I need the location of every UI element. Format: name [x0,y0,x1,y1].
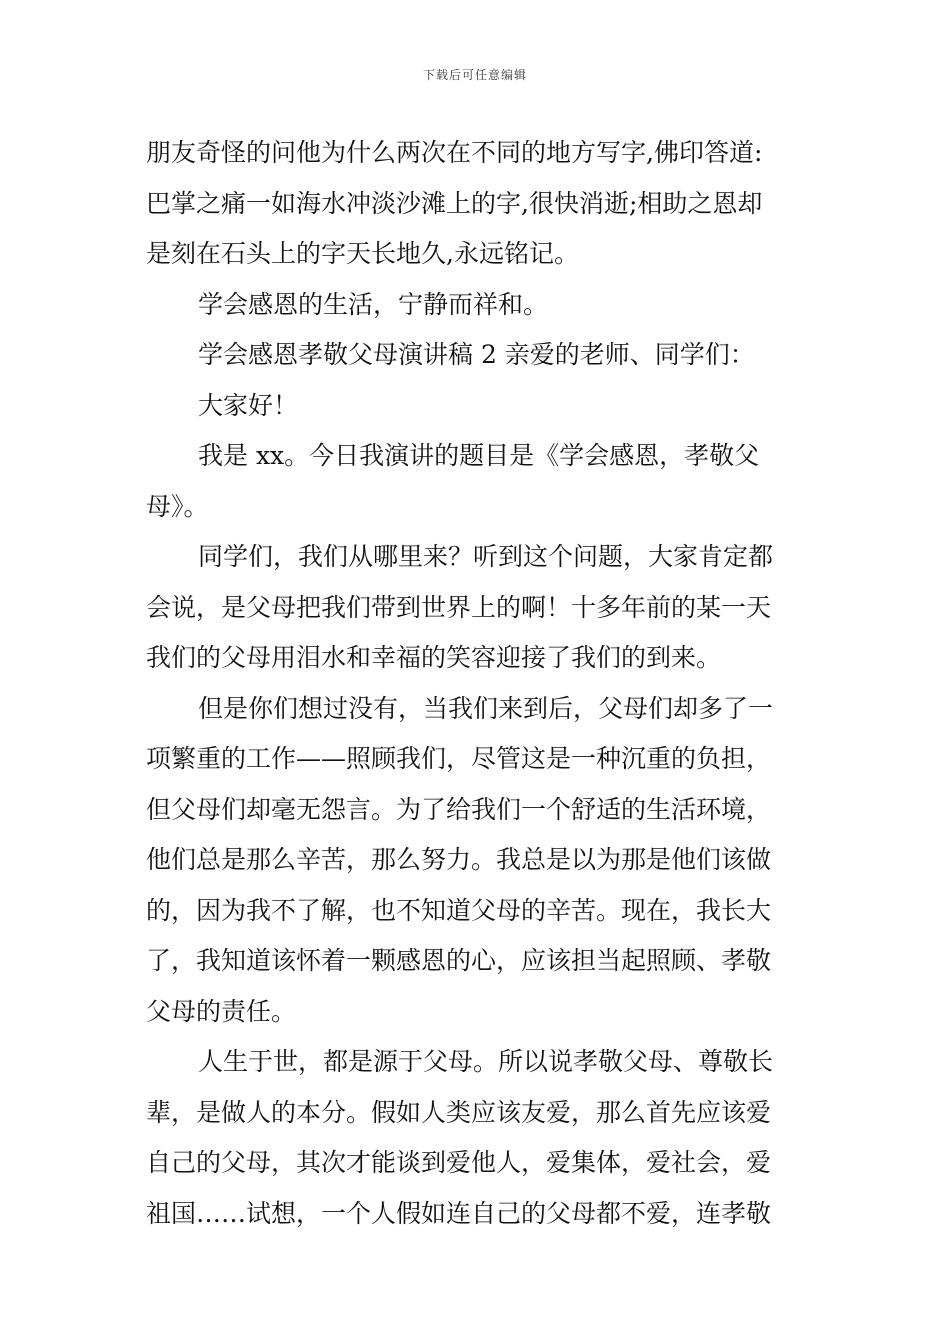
text-line: 巴掌之痛一如海水冲淡沙滩上的字,很快消逝;相助之恩却 [146,188,763,218]
paragraph-line: 但是你们想过没有，当我们来到后，父母们却多了一 [198,693,774,723]
paragraph-line: 学会感恩的生活，宁静而祥和。 [198,289,549,319]
text-line: 自己的父母，其次才能谈到爱他人，爱集体，爱社会，爱 [146,1148,772,1177]
paragraph-line: 学会感恩孝敬父母演讲稿 2 亲爱的老师、同学们： [198,340,755,369]
page-header: 下载后可任意编辑 [422,68,527,82]
text-line: 项繁重的工作——照顾我们，尽管这是一种沉重的负担， [146,744,772,773]
paragraph-line: 大家好！ [198,390,299,420]
text-line: 我们的父母用泪水和幸福的笑容迎接了我们的到来。 [146,643,722,672]
text-line: 父母的责任。 [146,996,297,1026]
paragraph-line: 人生于世，都是源于父母。所以说孝敬父母、尊敬长 [198,1047,774,1076]
paragraph-line: 同学们，我们从哪里来？听到这个问题，大家肯定都 [198,542,774,571]
text-line: 辈，是做人的本分。假如人类应该友爱，那么首先应该爱 [146,1097,772,1127]
paragraph-line: 我是 xx。今日我演讲的题目是《学会感恩，孝敬父 [198,441,760,470]
text-line: 但父母们却毫无怨言。为了给我们一个舒适的生活环境， [146,794,772,824]
text-line: 了，我知道该怀着一颗感恩的心，应该担当起照顾、孝敬 [146,946,772,975]
text-line: 朋友奇怪的问他为什么两次在不同的地方写字,佛印答道: [146,138,763,167]
document-body [146,128,808,1239]
text-line: 是刻在石头上的字天长地久,永远铭记。 [146,239,579,268]
text-line: 会说，是父母把我们带到世界上的啊！十多年前的某一天 [146,592,772,622]
text-line: 的，因为我不了解，也不知道父母的辛苦。现在，我长大 [146,895,772,925]
text-line: 祖国……试想，一个人假如连自己的父母都不爱，连孝敬 [146,1198,772,1228]
text-line: 他们总是那么辛苦，那么努力。我总是以为那是他们该做 [146,845,772,874]
text-line: 母》。 [146,491,209,521]
